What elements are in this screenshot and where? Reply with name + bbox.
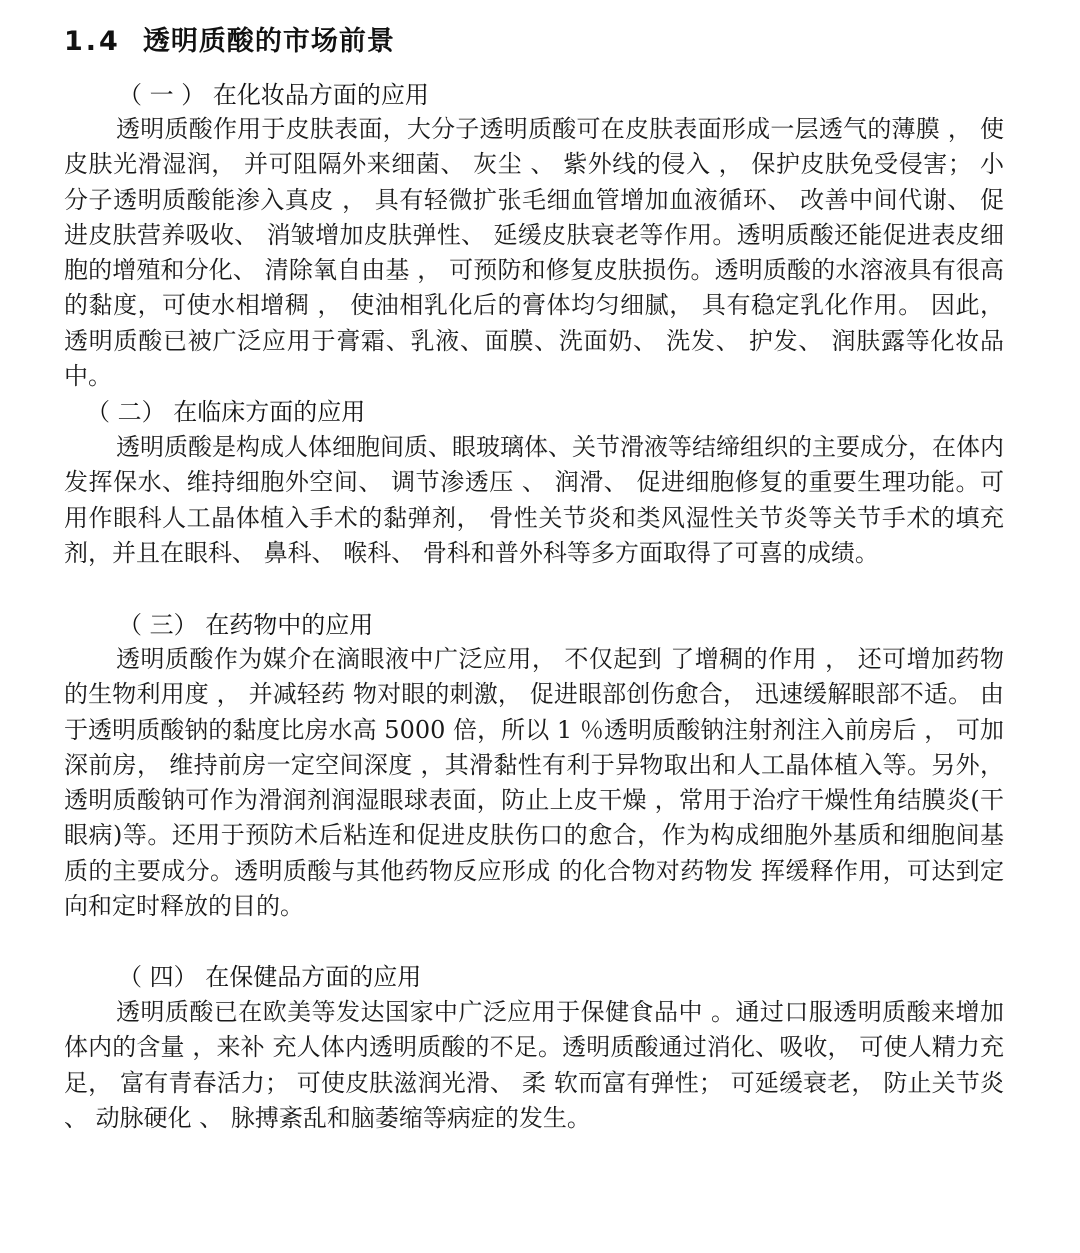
subsection-heading-drugs: （ 三） 在药物中的应用 <box>118 611 374 639</box>
section-number: 1.4 <box>64 26 121 57</box>
paragraph-drugs: 透明质酸作为媒介在滴眼液中广泛应用， 不仅起到 了增稠的作用 ， 还可增加药物的生物利用度 ， 并减轻药 物对眼的刺激， 促进眼部创伤愈合， 迅速缓解眼部不适。 由于透明质酸钠的黏度比房水高 5000 倍，所以 1 ％透明质酸钠注射剂注入前房后 ， 可加深前房， 维持前房一定空间深度 ，其滑黏性有利于异物取出和人工晶体植入等。另外， 透明质酸钠可作为滑润剂润湿眼球表面，防止上皮干燥 ，常用于治疗干燥性角结膜炎(干眼病)等。还用于预防术后粘连和促进皮肤伤口的愈合，作为构成细胞外基质和细胞间基质的主要成分。透明质酸与其他药物反应形成 的化合物对药物发 挥缓释作用，可达到定向和定时释放的目的。 <box>64 645 1004 921</box>
paragraph-health-products: 透明质酸已在欧美等发达国家中广泛应用于保健食品中 。通过口服透明质酸来增加体内的含量 ，来补 充人体内透明质酸的不足。透明质酸通过消化、吸收， 可使人精力充足， 富有青春活力； 可使皮肤滋润光滑、 柔 软而富有弹性； 可延缓衰老， 防止关节炎 、 动脉硬化 、 脉搏紊乱和脑萎缩等病症的发生。 <box>64 998 1004 1132</box>
subsection-heading-clinical: （ 二） 在临床方面的应用 <box>86 398 366 426</box>
subsection-heading-cosmetics: （ 一 ） 在化妆品方面的应用 <box>118 81 429 109</box>
paragraph-clinical: 透明质酸是构成人体细胞间质、眼玻璃体、关节滑液等结缔组织的主要成分，在体内发挥保水、维持细胞外空间、 调节渗透压 、 润滑、 促进细胞修复的重要生理功能。可用作眼科人工晶体植入手术的黏弹剂， 骨性关节炎和类风湿性关节炎等关节手术的填充剂，并且在眼科、 鼻科、 喉科、 骨科和普外科等多方面取得了可喜的成绩。 <box>64 433 1004 567</box>
subsection-heading-health-products: （ 四） 在保健品方面的应用 <box>118 963 422 991</box>
section-title: 透明质酸的市场前景 <box>142 26 395 57</box>
section-heading <box>64 22 395 62</box>
paragraph-cosmetics: 透明质酸作用于皮肤表面，大分子透明质酸可在皮肤表面形成一层透气的薄膜 ， 使皮肤光滑湿润， 并可阻隔外来细菌、 灰尘 、 紫外线的侵入 ， 保护皮肤免受侵害； 小分子透明质酸能渗入真皮 ， 具有轻微扩张毛细血管增加血液循环、 改善中间代谢、 促进皮肤营养吸收、 消皱增加皮肤弹性、 延缓皮肤衰老等作用。透明质酸还能促进表皮细胞的增殖和分化、 清除氧自由基 ， 可预防和修复皮肤损伤。透明质酸的水溶液具有很高的黏度，可使水相增稠 ， 使油相乳化后的膏体均匀细腻， 具有稳定乳化作用。 因此， 透明质酸已被广泛应用于膏霜、乳液、面膜、洗面奶、 洗发、 护发、 润肤露等化妆品中。 <box>64 115 1004 391</box>
